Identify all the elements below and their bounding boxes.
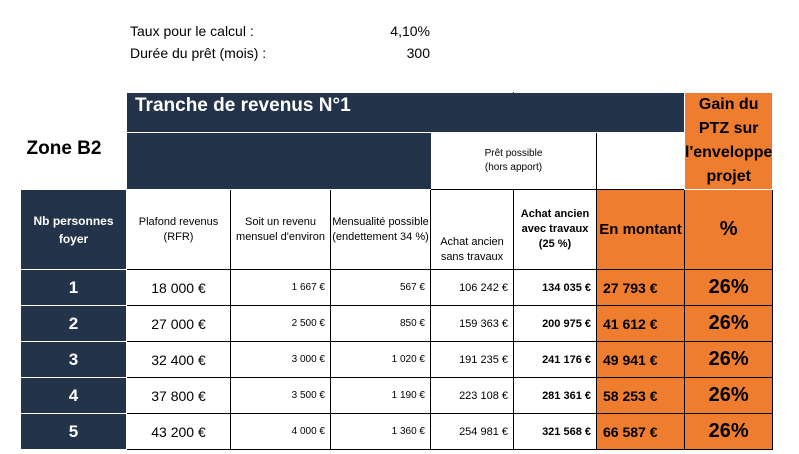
tranche-subfill bbox=[127, 132, 431, 189]
row-achat-avec: 321 568 € bbox=[514, 414, 597, 450]
header-achat-avec-travaux: Achat ancien avec travaux (25 %) bbox=[514, 190, 597, 270]
param-rate-row bbox=[130, 20, 430, 42]
row-montant: 66 587 € bbox=[597, 414, 685, 450]
row-revenu: 1 667 € bbox=[231, 270, 331, 306]
row-mensualite: 567 € bbox=[331, 270, 431, 306]
row-pct: 26% bbox=[685, 342, 773, 378]
header-en-montant: En montant bbox=[597, 190, 685, 270]
hors-apport-label: (hors apport) bbox=[484, 161, 543, 173]
tranche-title: Tranche de revenus N°1 bbox=[127, 93, 514, 133]
row-plafond: 37 800 € bbox=[127, 378, 231, 414]
row-revenu: 3 000 € bbox=[231, 342, 331, 378]
header-nb-personnes: Nb personnes foyer bbox=[21, 190, 127, 270]
table-row bbox=[21, 270, 773, 306]
calculation-parameters bbox=[130, 20, 430, 64]
header-revenu-mensuel: Soit un revenu mensuel d'environ bbox=[231, 190, 331, 270]
row-achat-avec: 134 035 € bbox=[514, 270, 597, 306]
row-nb: 2 bbox=[21, 306, 127, 342]
table-row bbox=[21, 414, 773, 450]
row-montant: 41 612 € bbox=[597, 306, 685, 342]
gain-title-line1: Gain du PTZ sur bbox=[698, 96, 759, 137]
row-plafond: 43 200 € bbox=[127, 414, 231, 450]
row-mensualite: 1 190 € bbox=[331, 378, 431, 414]
row-plafond: 18 000 € bbox=[127, 270, 231, 306]
row-montant: 58 253 € bbox=[597, 378, 685, 414]
ptz-table bbox=[20, 92, 773, 450]
row-montant: 49 941 € bbox=[597, 342, 685, 378]
header-mensualite: Mensualité possible (endettement 34 %) bbox=[331, 190, 431, 270]
table-row bbox=[21, 306, 773, 342]
row-achat-avec: 241 176 € bbox=[514, 342, 597, 378]
zone-label: Zone B2 bbox=[26, 137, 102, 159]
row-nb: 1 bbox=[21, 270, 127, 306]
gain-title bbox=[685, 93, 773, 190]
row-plafond: 27 000 € bbox=[127, 306, 231, 342]
row-achat-sans: 191 235 € bbox=[431, 342, 514, 378]
row-plafond: 32 400 € bbox=[127, 342, 231, 378]
row-achat-sans: 254 981 € bbox=[431, 414, 514, 450]
param-rate-label: Taux pour le calcul : bbox=[130, 23, 254, 39]
pret-possible-label: Prêt possible bbox=[484, 147, 543, 159]
header-pct: % bbox=[685, 190, 773, 270]
row-achat-sans: 106 242 € bbox=[431, 270, 514, 306]
tranche-fill bbox=[514, 93, 685, 133]
row-nb: 5 bbox=[21, 414, 127, 450]
param-duration-row bbox=[130, 42, 430, 64]
row-achat-sans: 223 108 € bbox=[431, 378, 514, 414]
pret-possible-header bbox=[431, 132, 597, 189]
param-duration-label: Durée du prêt (mois) : bbox=[130, 45, 267, 61]
row-nb: 3 bbox=[21, 342, 127, 378]
header-plafond: Plafond revenus (RFR) bbox=[127, 190, 231, 270]
param-rate-value: 4,10% bbox=[390, 23, 430, 39]
row-montant: 27 793 € bbox=[597, 270, 685, 306]
table-row bbox=[21, 342, 773, 378]
param-duration-value: 300 bbox=[406, 45, 430, 61]
header-achat-sans-travaux: Achat ancien sans travaux bbox=[431, 190, 514, 270]
row-pct: 26% bbox=[685, 306, 773, 342]
row-revenu: 4 000 € bbox=[231, 414, 331, 450]
row-revenu: 3 500 € bbox=[231, 378, 331, 414]
row-pct: 26% bbox=[685, 414, 773, 450]
row-revenu: 2 500 € bbox=[231, 306, 331, 342]
row-achat-sans: 159 363 € bbox=[431, 306, 514, 342]
row-mensualite: 850 € bbox=[331, 306, 431, 342]
row-mensualite: 1 020 € bbox=[331, 342, 431, 378]
row-achat-avec: 281 361 € bbox=[514, 378, 597, 414]
table-row bbox=[21, 378, 773, 414]
gain-title-line2: l'enveloppe projet bbox=[685, 144, 773, 185]
row-pct: 26% bbox=[685, 270, 773, 306]
row-mensualite: 1 360 € bbox=[331, 414, 431, 450]
row-pct: 26% bbox=[685, 378, 773, 414]
row-achat-avec: 200 975 € bbox=[514, 306, 597, 342]
row-nb: 4 bbox=[21, 378, 127, 414]
